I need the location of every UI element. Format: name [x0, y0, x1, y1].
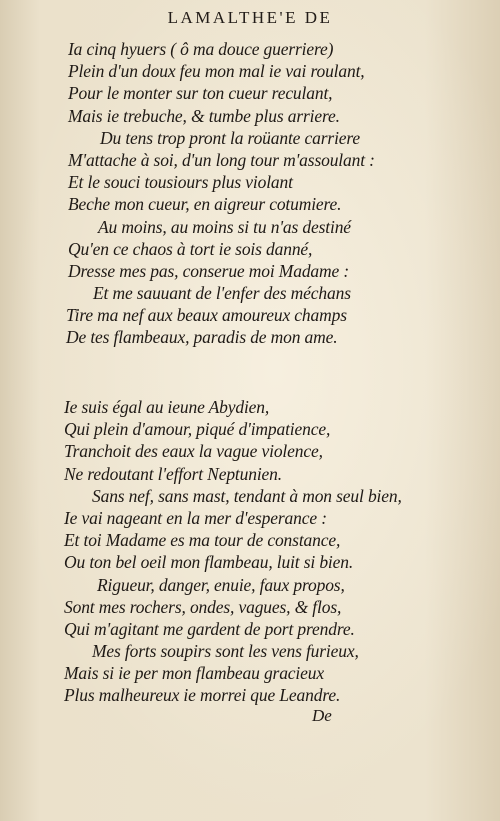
verse-line: Dresse mes pas, conserue moi Madame :	[68, 260, 350, 281]
running-head: LAMALTHE'E DE	[167, 8, 333, 27]
verse-line: Beche mon cueur, en aigreur cotumiere.	[68, 194, 342, 215]
verse-line: Mes forts soupirs sont les vens furieux,	[92, 641, 359, 662]
sonnet-1	[0, 38, 500, 349]
verse-line: Au moins, au moins si tu n'as destiné	[98, 216, 351, 237]
verse-line: Ie vai nageant en la mer d'esperance :	[64, 507, 327, 528]
verse-line: Ou ton bel oeil mon flambeau, luit si bien.	[64, 552, 354, 573]
verse-line: Du tens trop pront la roüante carriere	[100, 127, 361, 148]
verse-line: Tire ma nef aux beaux amoureux champs	[66, 305, 347, 326]
verse-line: Tranchoit des eaux la vague violence,	[64, 441, 323, 462]
verse-line: Ia cinq hyuers ( ô ma douce guerriere)	[68, 39, 334, 59]
verse-line: Mais si ie per mon flambeau gracieux	[64, 663, 324, 684]
verse-line: Pour le monter sur ton cueur reculant,	[68, 83, 333, 104]
verse-line: Qu'en ce chaos à tort ie sois danné,	[68, 238, 313, 259]
verse-line: Qui m'agitant me gardent de port prendre.	[64, 618, 355, 639]
verse-line: Ie suis égal au ieune Abydien,	[64, 397, 270, 417]
verse-line: Qui plein d'amour, piqué d'impatience,	[64, 419, 331, 440]
verse-line: Plein d'un doux feu mon mal ie vai roulant,	[68, 61, 365, 82]
verse-line: Rigueur, danger, enuie, faux propos,	[97, 574, 345, 595]
verse-line: Sans nef, sans mast, tendant à mon seul bien,	[92, 485, 402, 506]
verse-line: Sont mes rochers, ondes, vagues, & flos,	[64, 596, 342, 617]
verse-line: De tes flambeaux, paradis de mon ame.	[66, 327, 338, 348]
verse-line: Plus malheureux ie morrei que Leandre.	[64, 685, 341, 706]
verse-line: Mais ie trebuche, & tumbe plus arriere.	[68, 105, 340, 126]
sonnet-2	[0, 396, 500, 707]
verse-line: M'attache à soi, d'un long tour m'assoulant :	[68, 149, 375, 170]
verse-line: Et toi Madame es ma tour de constance,	[64, 530, 341, 551]
verse-line: Ne redoutant l'effort Neptunien.	[64, 463, 282, 484]
verse-line: Et me sauuant de l'enfer des méchans	[93, 283, 351, 304]
catchword: De	[312, 706, 332, 725]
verse-line: Et le souci tousiours plus violant	[68, 172, 293, 193]
